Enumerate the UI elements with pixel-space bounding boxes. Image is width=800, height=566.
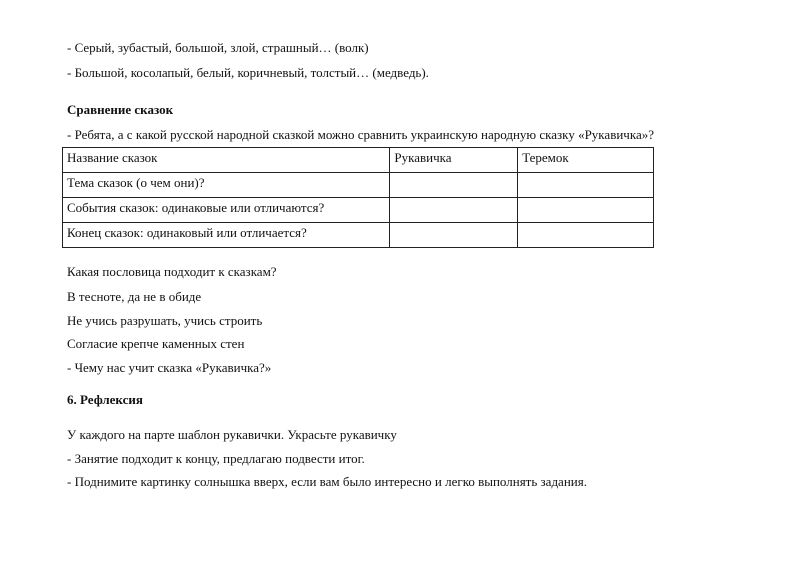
- table-cell: Тема сказок (о чем они)?: [63, 173, 390, 198]
- followup-question: - Чему нас учит сказка «Рукавичка?»: [67, 360, 272, 375]
- section-heading: Сравнение сказок: [67, 102, 174, 117]
- table-cell: События сказок: одинаковые или отличаются?: [63, 198, 390, 223]
- table-header-cell: Название сказок: [63, 148, 390, 173]
- text-line: - Поднимите картинку солнышка вверх, если вам было интересно и легко выполнять задания.: [67, 474, 587, 489]
- text-line: У каждого на парте шаблон рукавички. Украсьте рукавичку: [67, 427, 397, 442]
- table-header-cell: Теремок: [518, 148, 654, 173]
- text-line: - Занятие подходит к концу, предлагаю подвести итог.: [67, 451, 365, 466]
- table-cell: [518, 173, 654, 198]
- table-cell: [390, 173, 518, 198]
- section-heading: 6. Рефлексия: [67, 392, 143, 407]
- question-text: - Ребята, а с какой русской народной сказкой можно сравнить украинскую народную сказку «Рукавичка»?: [67, 127, 654, 142]
- table-cell: [390, 223, 518, 248]
- table-cell: [518, 198, 654, 223]
- text-line: - Серый, зубастый, большой, злой, страшный… (волк): [67, 40, 369, 55]
- table-cell: [518, 223, 654, 248]
- table-header-row: [63, 148, 654, 173]
- table-cell: [390, 198, 518, 223]
- table-header-cell: Рукавичка: [390, 148, 518, 173]
- text-line: - Большой, косолапый, белый, коричневый, толстый… (медведь).: [67, 65, 429, 80]
- proverb-item: В тесноте, да не в обиде: [67, 289, 202, 304]
- proverb-item: Не учись разрушать, учись строить: [67, 313, 263, 328]
- table-row: [63, 198, 654, 223]
- proverb-item: Согласие крепче каменных стен: [67, 336, 245, 351]
- table-row: [63, 223, 654, 248]
- comparison-table: [62, 147, 654, 248]
- proverb-question: Какая пословица подходит к сказкам?: [67, 264, 277, 279]
- table-cell: Конец сказок: одинаковый или отличается?: [63, 223, 390, 248]
- table-row: [63, 173, 654, 198]
